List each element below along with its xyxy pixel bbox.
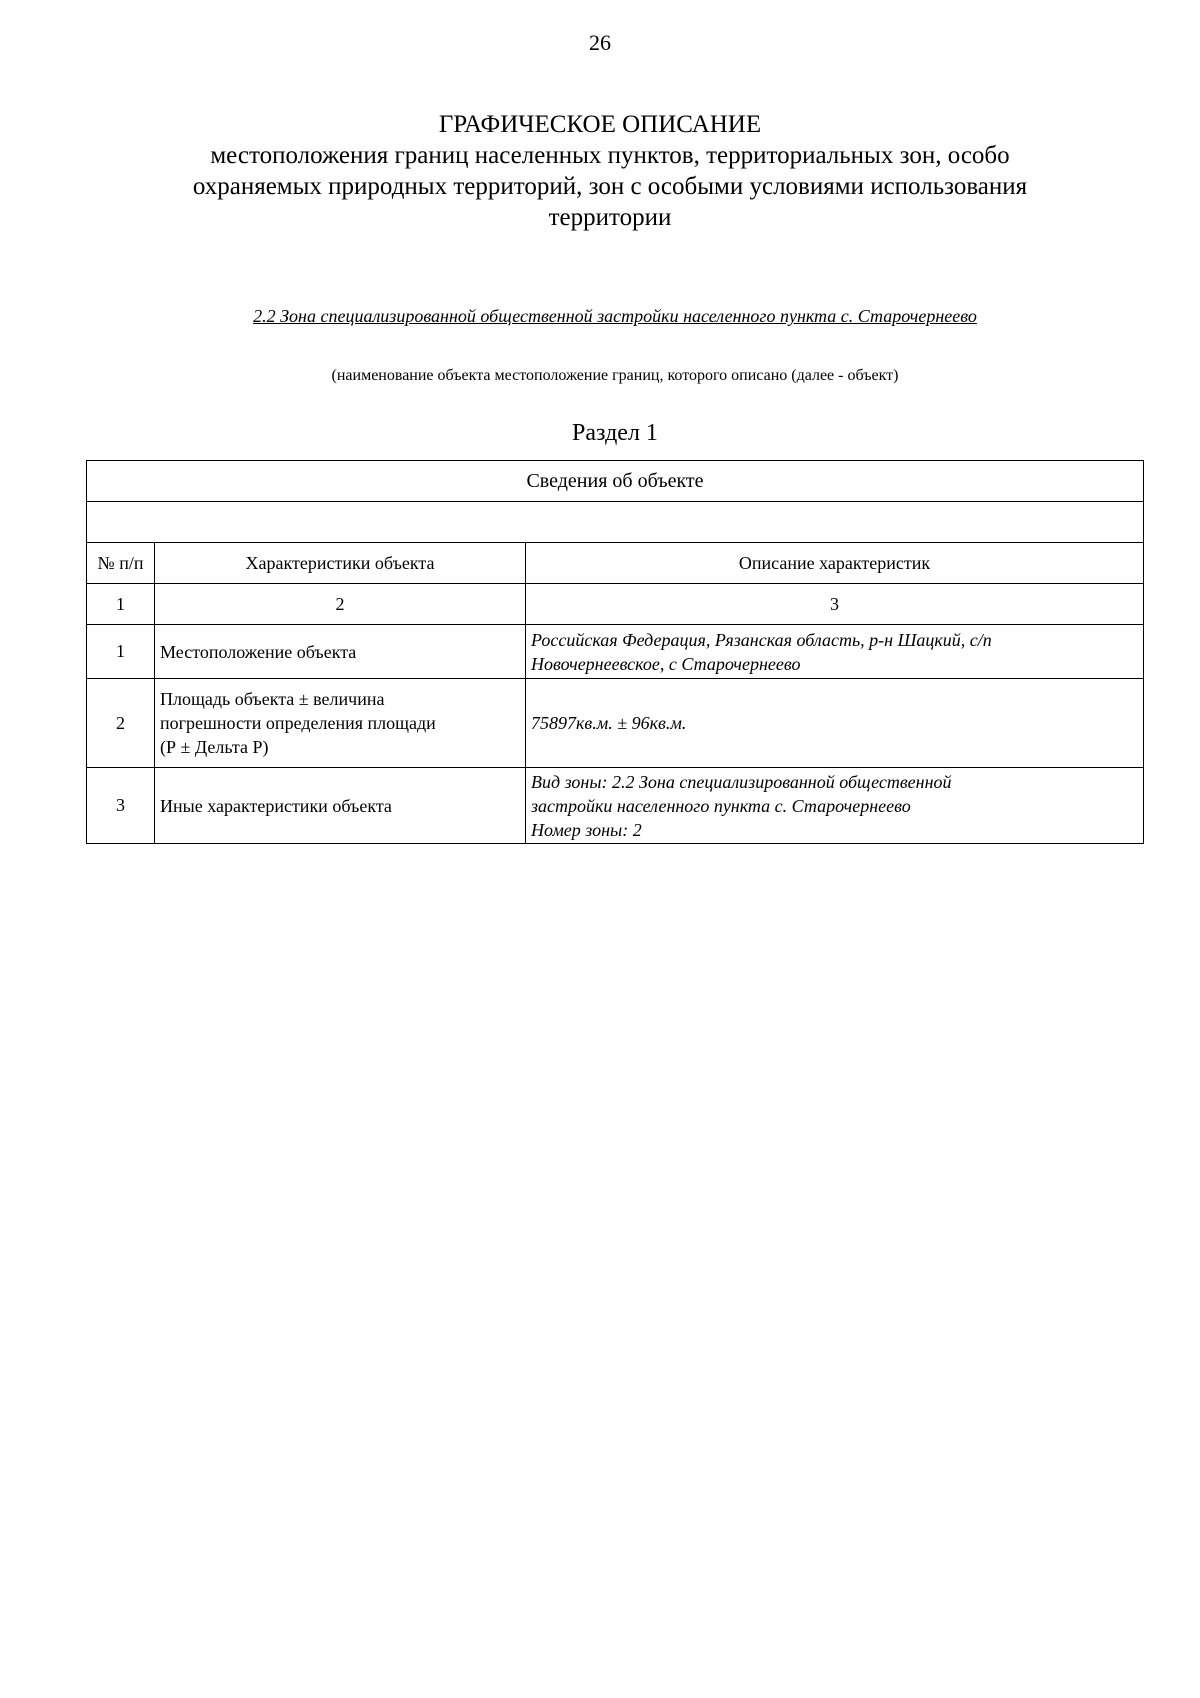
table-empty-row bbox=[87, 502, 1144, 543]
row-description bbox=[526, 768, 1144, 844]
table-row bbox=[87, 768, 1144, 844]
section-title: Раздел 1 bbox=[572, 420, 658, 446]
description-line: Номер зоны: 2 bbox=[531, 819, 642, 840]
label-line: Площадь объекта ± величина bbox=[160, 689, 385, 709]
subtitle-line: охраняемых природных территорий, зон с особыми условиями использования bbox=[192, 173, 1028, 200]
row-description bbox=[526, 625, 1144, 679]
description-line: Вид зоны: 2.2 Зона специализированной общественной bbox=[531, 771, 952, 792]
row-number: 2 bbox=[87, 679, 155, 768]
object-caption: (наименование объекта местоположение границ, которого описано (далее - объект) bbox=[331, 367, 899, 384]
table-column-numbers-row bbox=[87, 584, 1144, 625]
label-line: (Р ± Дельта Р) bbox=[160, 737, 269, 757]
table-row bbox=[87, 625, 1144, 679]
column-header-number: № п/п bbox=[87, 543, 155, 584]
table-row bbox=[87, 679, 1144, 768]
row-number: 1 bbox=[87, 625, 155, 679]
row-label bbox=[155, 768, 526, 844]
column-header-description: Описание характеристик bbox=[526, 543, 1144, 584]
column-number: 3 bbox=[526, 584, 1144, 625]
object-name: 2.2 Зона специализированной общественной застройки населенного пункта с. Старочернеево bbox=[253, 306, 977, 326]
table-header-row bbox=[87, 543, 1144, 584]
empty-cell bbox=[87, 502, 1144, 543]
description-line: застройки населенного пункта с. Старочернеево bbox=[531, 795, 911, 816]
row-label bbox=[155, 679, 526, 768]
object-info-table bbox=[86, 460, 1144, 844]
label-line: Местоположение объекта bbox=[160, 641, 357, 662]
label-line: погрешности определения площади bbox=[160, 713, 436, 733]
label-line: Иные характеристики объекта bbox=[160, 795, 392, 816]
description-line: Новочернеевское, с Старочернеево bbox=[531, 653, 801, 674]
subtitle-line: территории bbox=[548, 204, 672, 231]
document-subtitle bbox=[130, 140, 1090, 233]
column-number: 2 bbox=[155, 584, 526, 625]
table-heading: Сведения об объекте bbox=[87, 461, 1144, 502]
table-heading-row bbox=[87, 461, 1144, 502]
row-number: 3 bbox=[87, 768, 155, 844]
subtitle-line: местоположения границ населенных пунктов, территориальных зон, особо bbox=[210, 142, 1010, 169]
column-header-characteristics: Характеристики объекта bbox=[155, 543, 526, 584]
column-number: 1 bbox=[87, 584, 155, 625]
description-line: 75897кв.м. ± 96кв.м. bbox=[531, 713, 687, 733]
document-title: ГРАФИЧЕСКОЕ ОПИСАНИЕ bbox=[438, 111, 762, 138]
row-label bbox=[155, 625, 526, 679]
page-number: 26 bbox=[589, 30, 611, 55]
description-line: Российская Федерация, Рязанская область, р-н Шацкий, с/п bbox=[531, 629, 992, 650]
row-description bbox=[526, 679, 1144, 768]
